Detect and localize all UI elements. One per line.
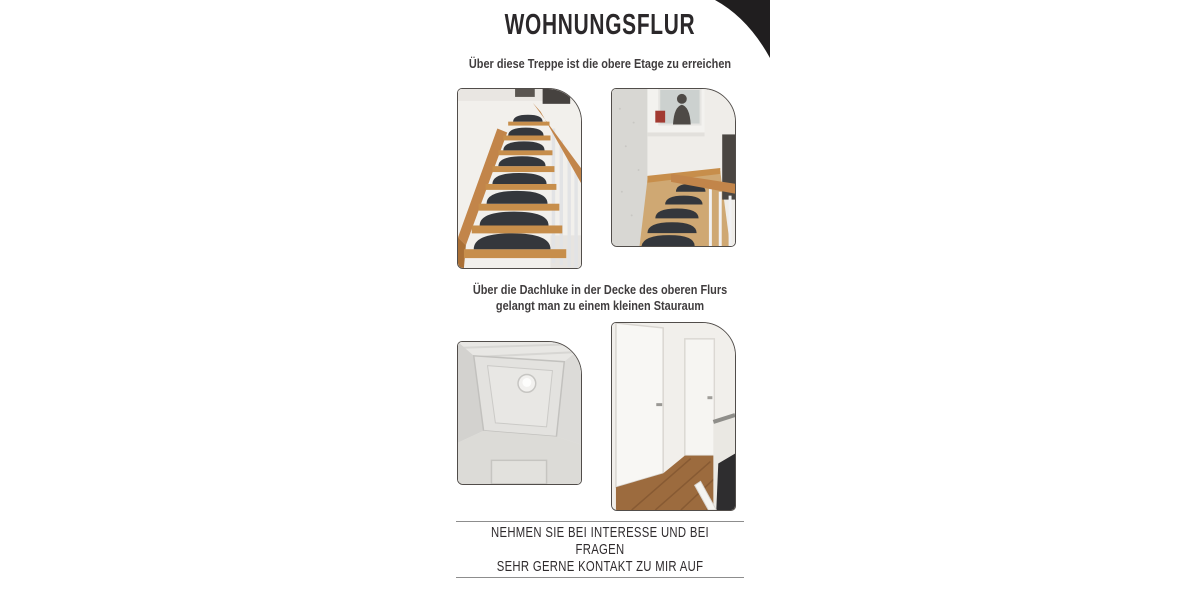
storage-caption — [457, 282, 743, 314]
divider-top — [456, 521, 744, 522]
ceiling-hatch-illustration — [458, 342, 581, 484]
photo-upper-hallway — [611, 322, 736, 511]
photo-staircase-from-below — [457, 88, 582, 269]
divider-bottom — [456, 577, 744, 578]
contact-cta — [467, 525, 732, 576]
staircase-from-below-illustration — [458, 89, 581, 268]
storage-caption-line-1: Über die Dachluke in der Decke des oberen Flurs — [472, 282, 728, 297]
page-title: WOHNUNGSFLUR — [504, 9, 696, 41]
staircase-top-view-illustration — [612, 89, 735, 246]
storage-caption-line-2: gelangt man zu einem kleinen Stauraum — [495, 298, 705, 313]
photo-staircase-top-view — [611, 88, 736, 247]
contact-cta-line-2: SEHR GERNE KONTAKT ZU MIR AUF — [496, 559, 704, 575]
intro-caption: Über diese Treppe ist die obere Etage zu erreichen — [468, 56, 732, 71]
upper-hallway-illustration — [612, 323, 735, 510]
contact-cta-line-1: NEHMEN SIE BEI INTERESSE UND BEI FRAGEN — [490, 525, 710, 558]
photo-ceiling-hatch — [457, 341, 582, 485]
